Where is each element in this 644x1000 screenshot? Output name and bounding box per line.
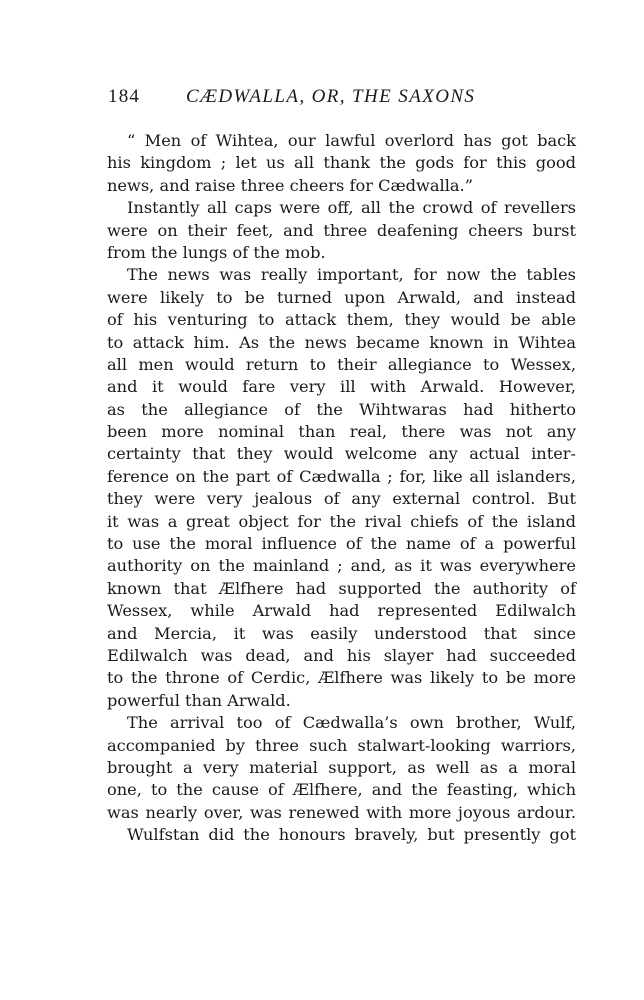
running-head (108, 86, 578, 116)
text-line: were likely to be turned upon Arwald, and instead (107, 287, 576, 307)
text-line: brought a very material support, as well as a moral (107, 757, 576, 777)
text-line: to attack him. As the news became known in Wihtea (107, 332, 576, 352)
text-line: Edilwalch was dead, and his slayer had succeeded (107, 645, 576, 665)
text-line: and it would fare very ill with Arwald. However, (107, 377, 576, 397)
text-line: one, to the cause of Ælfhere, and the feasting, which (107, 780, 576, 800)
text-line: The arrival too of Cædwalla’s own brother, Wulf, (127, 713, 576, 733)
text-line: been more nominal than real, there was not any (107, 422, 576, 442)
body-text (107, 130, 576, 847)
text-line: all men would return to their allegiance to Wessex, (107, 354, 576, 374)
text-line: certainty that they would welcome any actual inter- (107, 444, 576, 464)
text-line: it was a great object for the rival chiefs of the island (107, 511, 576, 531)
text-line: they were very jealous of any external control. But (107, 489, 576, 509)
text-line: known that Ælfhere had supported the authority of (107, 578, 576, 598)
text-line: ference on the part of Cædwalla ; for, like all islanders, (107, 466, 576, 486)
text-line: accompanied by three such stalwart-looking warriors, (107, 735, 576, 755)
text-line: was nearly over, was renewed with more joyous ardour. (107, 802, 576, 822)
text-line: his kingdom ; let us all thank the gods for this good (107, 153, 576, 173)
text-line: and Mercia, it was easily understood that since (107, 623, 576, 643)
text-line: from the lungs of the mob. (107, 242, 326, 262)
text-line: powerful than Arwald. (107, 690, 291, 710)
running-title: CÆDWALLA, OR, THE SAXONS (186, 86, 476, 107)
text-line: were on their feet, and three deafening cheers burst (107, 220, 576, 240)
text-line: Wulfstan did the honours bravely, but presently got (127, 825, 576, 845)
text-line: Wessex, while Arwald had represented Edilwalch (107, 601, 576, 621)
text-line: to use the moral influence of the name of a powerful (107, 534, 576, 554)
text-line: The news was really important, for now the tables (127, 265, 576, 285)
text-line: Instantly all caps were off, all the crowd of revellers (127, 198, 576, 218)
page-number: 184 (108, 86, 141, 107)
text-line: of his venturing to attack them, they would be able (107, 310, 576, 330)
text-line: as the allegiance of the Wihtwaras had hitherto (107, 399, 576, 419)
text-line: news, and raise three cheers for Cædwalla.” (107, 175, 473, 195)
text-line: authority on the mainland ; and, as it was everywhere (107, 556, 576, 576)
text-line: to the throne of Cerdic, Ælfhere was likely to be more (107, 668, 576, 688)
text-line: “ Men of Wihtea, our lawful overlord has got back (127, 131, 576, 150)
